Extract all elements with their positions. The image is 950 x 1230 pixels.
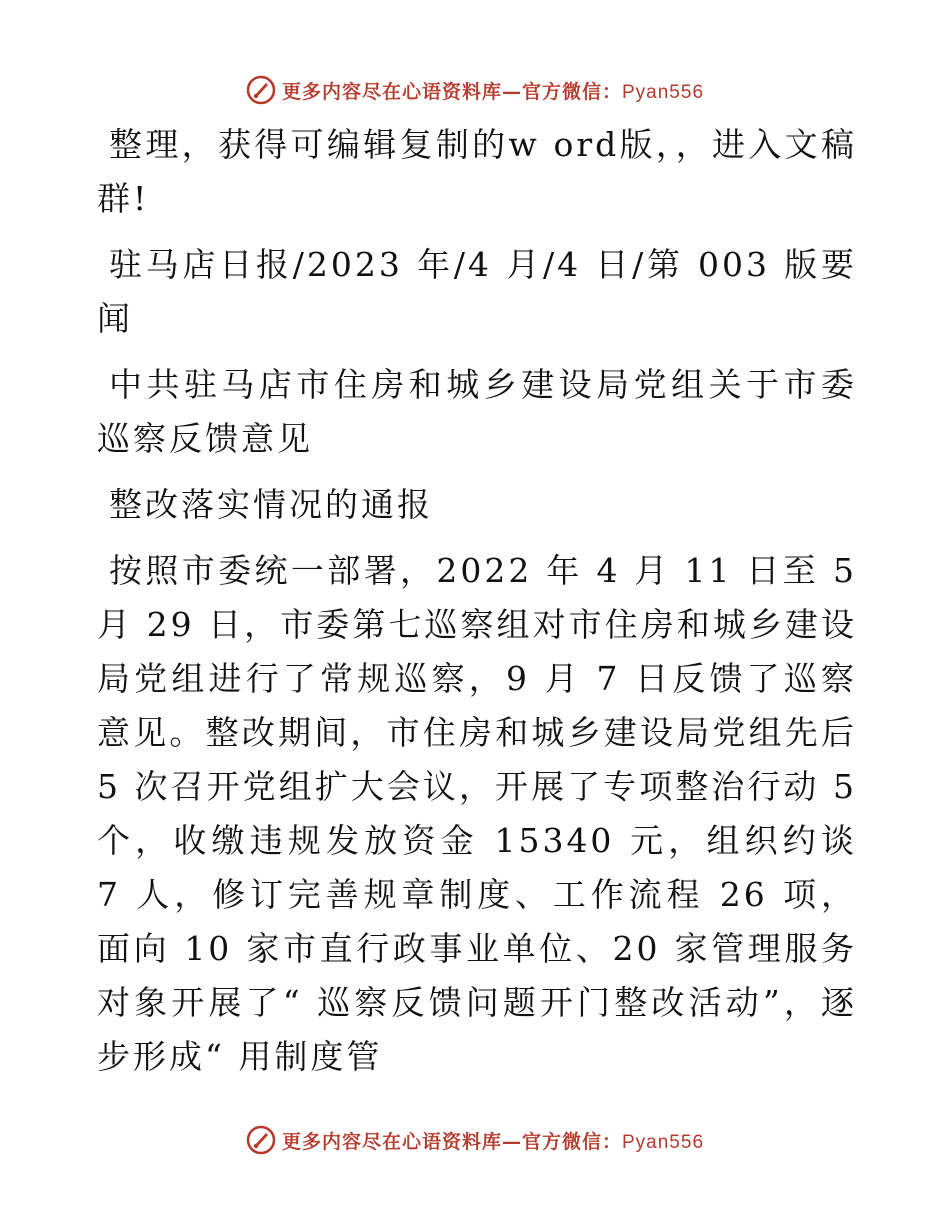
document-body (97, 118, 857, 1084)
watermark-text: 更多内容尽在心语资料库—官方微信：Pyan556 (281, 1130, 705, 1153)
wechat-id: Pyan556 (622, 1131, 705, 1153)
header-watermark (0, 70, 950, 110)
footer-watermark (0, 1120, 950, 1160)
wechat-id: Pyan556 (622, 81, 705, 103)
article-title: 中共驻马店市住房和城乡建设局党组关于市委巡察反馈意见 (97, 365, 857, 458)
seal-logo-icon (246, 1125, 276, 1155)
article-subtitle: 整改落实情况的通报 (109, 485, 433, 524)
seal-logo-icon (246, 75, 276, 105)
watermark-text: 更多内容尽在心语资料库—官方微信：Pyan556 (281, 80, 705, 103)
source-line: 驻马店日报/2023 年/4 月/4 日/第 003 版要闻 (97, 245, 857, 338)
intro-paragraph: 整理，获得可编辑复制的w ord版，，进入文稿群! (97, 125, 857, 218)
article-body-paragraph: 按照市委统一部署，2022 年 4 月 11 日至 5 月 29 日，市委第七巡察组对市住房和城乡建设局党组进行了常规巡察，9 月 7 日反馈了巡察意见。整改期间，市住房和城乡建设局党组先后 5 次召开党组扩大会议，开展了专项整治行动 5 个，收缴违规发放资金 15340 元，组织约谈 7 人，修订完善规章制度、工作流程 26 项，面向 10 家市直行政事业单位、20 家管理服务对象开展了“ 巡察反馈问题开门整改活动”，逐步形成“ 用制度管 (97, 551, 857, 1076)
